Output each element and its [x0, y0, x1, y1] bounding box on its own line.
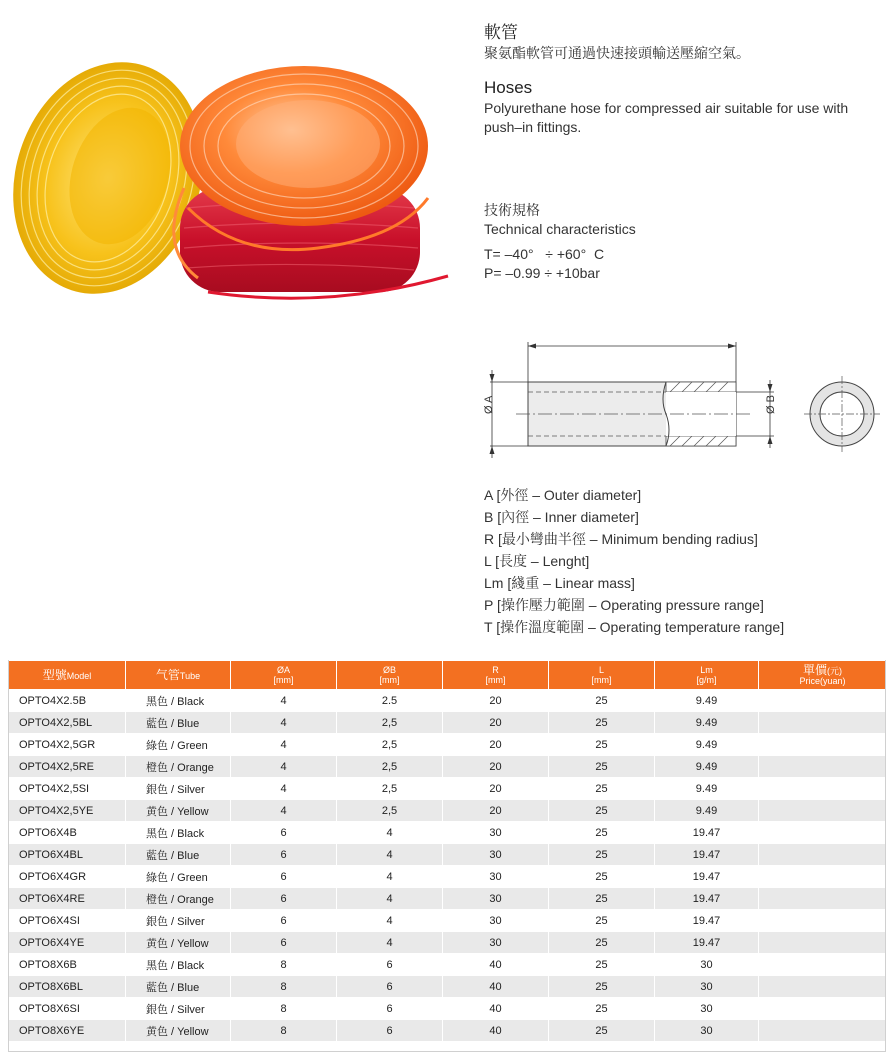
hose-coils-photo: [8, 48, 456, 308]
cell-model: OPTO6X4BL: [9, 844, 126, 866]
cell-price: [759, 976, 887, 998]
cell-length: 25: [549, 932, 655, 954]
legend-item: Lm [綫重 – Linear mass]: [484, 575, 635, 591]
cell-linear-mass: 9.49: [655, 778, 759, 800]
cell-bending-radius: 20: [443, 778, 549, 800]
cell-price: [759, 844, 887, 866]
cell-model: OPTO8X6SI: [9, 998, 126, 1020]
cell-price: [759, 734, 887, 756]
cell-price: [759, 800, 887, 822]
table-row: [9, 712, 887, 734]
cell-linear-mass: 9.49: [655, 756, 759, 778]
cell-length: 25: [549, 866, 655, 888]
header-model: 型號Model: [9, 661, 126, 690]
cell-tube: 黄色 / Yellow: [126, 932, 231, 954]
cell-tube: 銀色 / Silver: [126, 910, 231, 932]
cell-linear-mass: 19.47: [655, 844, 759, 866]
cell-bending-radius: 20: [443, 690, 549, 712]
cell-outer-diameter: 4: [231, 690, 337, 712]
cell-length: 25: [549, 1020, 655, 1042]
label-inner-diameter: Ø B: [765, 395, 777, 414]
cell-length: 25: [549, 910, 655, 932]
cell-inner-diameter: 6: [337, 954, 443, 976]
cell-bending-radius: 20: [443, 800, 549, 822]
cell-length: 25: [549, 778, 655, 800]
table-row: [9, 976, 887, 998]
cell-price: [759, 932, 887, 954]
cell-linear-mass: 30: [655, 998, 759, 1020]
cell-model: OPTO6X4B: [9, 822, 126, 844]
cell-model: OPTO8X6YE: [9, 1020, 126, 1042]
cell-model: OPTO6X4GR: [9, 866, 126, 888]
cell-price: [759, 712, 887, 734]
table-row: [9, 910, 887, 932]
table-row: [9, 778, 887, 800]
cell-price: [759, 690, 887, 712]
intro-section: [484, 22, 884, 137]
cell-outer-diameter: 6: [231, 822, 337, 844]
table-row: [9, 888, 887, 910]
cell-tube: 藍色 / Blue: [126, 976, 231, 998]
cell-price: [759, 954, 887, 976]
cell-tube: 銀色 / Silver: [126, 998, 231, 1020]
temperature-range: T= –40° ÷ +60° C: [484, 246, 605, 262]
cell-bending-radius: 30: [443, 844, 549, 866]
cell-bending-radius: 40: [443, 976, 549, 998]
cell-bending-radius: 20: [443, 712, 549, 734]
cell-outer-diameter: 8: [231, 954, 337, 976]
cell-model: OPTO4X2,5RE: [9, 756, 126, 778]
pressure-range: P= –0.99 ÷ +10bar: [484, 265, 600, 281]
cell-inner-diameter: 2,5: [337, 734, 443, 756]
cell-tube: 黑色 / Black: [126, 690, 231, 712]
table-header-row: [9, 661, 887, 690]
cell-inner-diameter: 6: [337, 998, 443, 1020]
cell-outer-diameter: 6: [231, 910, 337, 932]
tech-heading-en: Technical characteristics: [484, 221, 636, 237]
legend-item: T [操作溫度範圍 – Operating temperature range]: [484, 619, 785, 635]
legend-item: P [操作壓力範圍 – Operating pressure range]: [484, 597, 764, 613]
cell-outer-diameter: 6: [231, 888, 337, 910]
cell-model: OPTO4X2,5BL: [9, 712, 126, 734]
header-price: 單價(元) Price(yuan): [759, 661, 887, 690]
cell-price: [759, 1020, 887, 1042]
description-zh: 聚氨酯軟管可通過快速接頭輸送壓縮空氣。: [484, 45, 750, 61]
cell-tube: 黑色 / Black: [126, 954, 231, 976]
cell-inner-diameter: 4: [337, 866, 443, 888]
table-row: [9, 998, 887, 1020]
cell-tube: 橙色 / Orange: [126, 888, 231, 910]
cell-tube: 藍色 / Blue: [126, 844, 231, 866]
cell-model: OPTO6X4YE: [9, 932, 126, 954]
cell-price: [759, 998, 887, 1020]
header-tube: 气管Tube: [126, 661, 231, 690]
table-body: [9, 690, 887, 1042]
cell-price: [759, 756, 887, 778]
cell-length: 25: [549, 734, 655, 756]
header-bending-radius: R [mm]: [443, 661, 549, 690]
cell-inner-diameter: 6: [337, 976, 443, 998]
cell-inner-diameter: 4: [337, 910, 443, 932]
legend-item: R [最小彎曲半徑 – Minimum bending radius]: [484, 531, 758, 547]
cell-tube: 藍色 / Blue: [126, 712, 231, 734]
cross-section: [804, 376, 880, 452]
cell-bending-radius: 30: [443, 910, 549, 932]
cell-length: 25: [549, 690, 655, 712]
cell-length: 25: [549, 800, 655, 822]
cell-linear-mass: 19.47: [655, 822, 759, 844]
cell-linear-mass: 9.49: [655, 712, 759, 734]
cell-model: OPTO8X6BL: [9, 976, 126, 998]
cell-linear-mass: 30: [655, 976, 759, 998]
cell-linear-mass: 9.49: [655, 690, 759, 712]
description-en-line-2: push–in fittings.: [484, 119, 582, 135]
header-linear-mass: Lm [g/m]: [655, 661, 759, 690]
cell-bending-radius: 30: [443, 822, 549, 844]
header-length: L [mm]: [549, 661, 655, 690]
cell-linear-mass: 30: [655, 1020, 759, 1042]
cell-bending-radius: 40: [443, 954, 549, 976]
cell-length: 25: [549, 844, 655, 866]
cell-outer-diameter: 8: [231, 998, 337, 1020]
title-en: Hoses: [484, 78, 533, 97]
cell-tube: 黄色 / Yellow: [126, 1020, 231, 1042]
cell-model: OPTO4X2,5SI: [9, 778, 126, 800]
cell-model: OPTO6X4SI: [9, 910, 126, 932]
cell-inner-diameter: 2,5: [337, 712, 443, 734]
cell-bending-radius: 30: [443, 932, 549, 954]
cell-tube: 銀色 / Silver: [126, 778, 231, 800]
cell-price: [759, 778, 887, 800]
product-table: [8, 660, 887, 1042]
table-row: [9, 932, 887, 954]
cell-linear-mass: 9.49: [655, 800, 759, 822]
table-row: [9, 1020, 887, 1042]
table-row: [9, 866, 887, 888]
description-en-line-1: Polyurethane hose for compressed air suitable for use with: [484, 100, 849, 116]
cell-tube: 綠色 / Green: [126, 866, 231, 888]
cell-inner-diameter: 4: [337, 932, 443, 954]
cell-inner-diameter: 2,5: [337, 778, 443, 800]
cell-price: [759, 910, 887, 932]
hose-dimension-diagram: [470, 330, 890, 470]
cell-price: [759, 866, 887, 888]
cell-outer-diameter: 4: [231, 778, 337, 800]
cell-outer-diameter: 4: [231, 734, 337, 756]
legend-item: B [內徑 – Inner diameter]: [484, 509, 639, 525]
cell-outer-diameter: 4: [231, 712, 337, 734]
technical-characteristics: [484, 201, 884, 283]
cell-bending-radius: 40: [443, 998, 549, 1020]
cell-outer-diameter: 8: [231, 976, 337, 998]
cell-price: [759, 822, 887, 844]
cell-linear-mass: 9.49: [655, 734, 759, 756]
cell-inner-diameter: 4: [337, 822, 443, 844]
cell-bending-radius: 30: [443, 866, 549, 888]
cell-tube: 橙色 / Orange: [126, 756, 231, 778]
cell-model: OPTO6X4RE: [9, 888, 126, 910]
table-row: [9, 844, 887, 866]
cell-inner-diameter: 2,5: [337, 800, 443, 822]
legend-item: A [外徑 – Outer diameter]: [484, 487, 642, 503]
cell-inner-diameter: 4: [337, 888, 443, 910]
cell-outer-diameter: 8: [231, 1020, 337, 1042]
cell-inner-diameter: 2.5: [337, 690, 443, 712]
table-row: [9, 822, 887, 844]
cell-tube: 黄色 / Yellow: [126, 800, 231, 822]
cell-length: 25: [549, 888, 655, 910]
label-outer-diameter: Ø A: [483, 395, 495, 414]
cell-model: OPTO8X6B: [9, 954, 126, 976]
cell-linear-mass: 30: [655, 954, 759, 976]
cell-length: 25: [549, 976, 655, 998]
cell-bending-radius: 20: [443, 756, 549, 778]
cell-linear-mass: 19.47: [655, 932, 759, 954]
title-zh: 軟管: [484, 23, 518, 42]
header-inner-diameter: ØB [mm]: [337, 661, 443, 690]
cell-linear-mass: 19.47: [655, 866, 759, 888]
cell-linear-mass: 19.47: [655, 910, 759, 932]
cell-length: 25: [549, 756, 655, 778]
cell-inner-diameter: 6: [337, 1020, 443, 1042]
cell-bending-radius: 40: [443, 1020, 549, 1042]
table-row: [9, 800, 887, 822]
cell-model: OPTO4X2,5GR: [9, 734, 126, 756]
cell-length: 25: [549, 998, 655, 1020]
cell-bending-radius: 20: [443, 734, 549, 756]
cell-linear-mass: 19.47: [655, 888, 759, 910]
table-row: [9, 734, 887, 756]
cell-tube: 綠色 / Green: [126, 734, 231, 756]
cell-outer-diameter: 6: [231, 844, 337, 866]
table-row: [9, 756, 887, 778]
tech-heading-zh: 技術規格: [484, 202, 540, 218]
cell-tube: 黑色 / Black: [126, 822, 231, 844]
cell-price: [759, 888, 887, 910]
cell-outer-diameter: 6: [231, 932, 337, 954]
cell-outer-diameter: 4: [231, 800, 337, 822]
cell-bending-radius: 30: [443, 888, 549, 910]
cell-length: 25: [549, 712, 655, 734]
abbreviation-legend: [484, 484, 894, 638]
cell-model: OPTO4X2.5B: [9, 690, 126, 712]
header-outer-diameter: ØA [mm]: [231, 661, 337, 690]
cell-model: OPTO4X2,5YE: [9, 800, 126, 822]
table-row: [9, 690, 887, 712]
legend-item: L [長度 – Lenght]: [484, 553, 590, 569]
cell-outer-diameter: 4: [231, 756, 337, 778]
cell-outer-diameter: 6: [231, 866, 337, 888]
cell-inner-diameter: 4: [337, 844, 443, 866]
table-row: [9, 954, 887, 976]
cell-inner-diameter: 2,5: [337, 756, 443, 778]
cell-length: 25: [549, 822, 655, 844]
cell-length: 25: [549, 954, 655, 976]
